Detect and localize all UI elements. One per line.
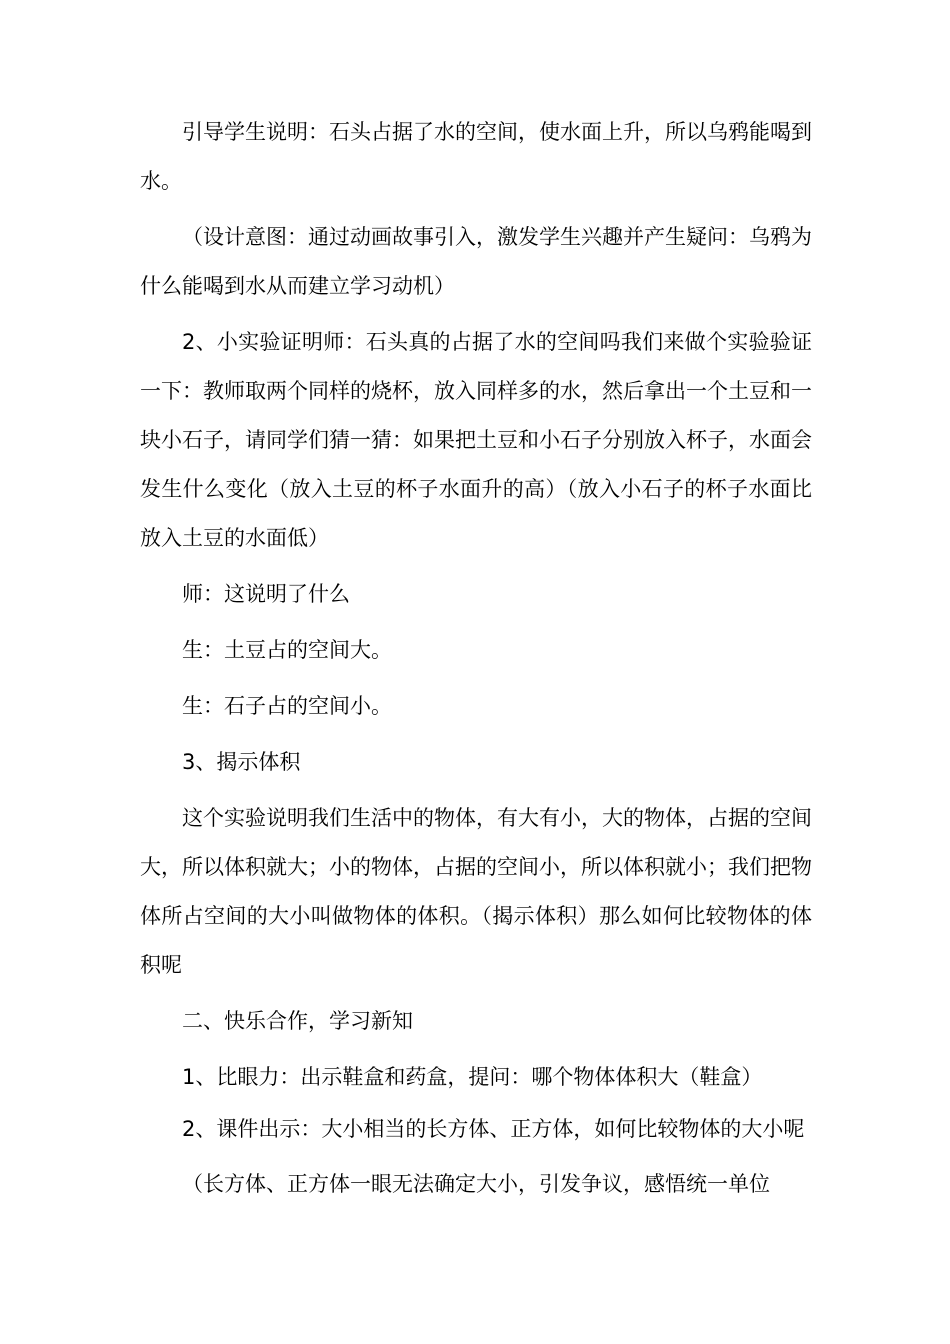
paragraph-unit-note: （长方体、正方体一眼无法确定大小，引发争议，感悟统一单位 — [182, 1172, 770, 1196]
paragraph-student-answer-2: 生：石子占的空间小。 — [182, 694, 392, 718]
paragraph-volume-definition: 这个实验说明我们生活中的物体，有大有小，大的物体，占据的空间大，所以体积就大；小的物体，占据的空间小，所以体积就小；我们把物体所占空间的大小叫做物体的体积。（揭示体积）那么如何比较物体的体积呢 — [140, 806, 812, 977]
paragraph-compare-eyesight: 1、比眼力：出示鞋盒和药盒，提问：哪个物体体积大（鞋盒） — [182, 1065, 763, 1089]
heading-reveal-volume: 3、揭示体积 — [182, 750, 301, 774]
paragraph-experiment: 2、小实验证明师：石头真的占据了水的空间吗我们来做个实验验证一下：教师取两个同样的烧杯，放入同样多的水，然后拿出一个土豆和一块小石子，请同学们猜一猜：如果把土豆和小石子分别放入杯子，水面会发生什么变化（放入土豆的杯子水面升的高）（放入小石子的杯子水面比放入土豆的水面低） — [140, 330, 812, 550]
paragraph-student-answer-1: 生：土豆占的空间大。 — [182, 638, 392, 662]
document-body — [140, 108, 812, 1216]
paragraph-courseware: 2、课件出示：大小相当的长方体、正方体，如何比较物体的大小呢 — [182, 1117, 805, 1141]
paragraph-explanation: 引导学生说明：石头占据了水的空间，使水面上升，所以乌鸦能喝到水。 — [140, 120, 812, 193]
heading-section-two: 二、快乐合作，学习新知 — [182, 1009, 413, 1033]
paragraph-teacher-question: 师：这说明了什么 — [182, 582, 350, 606]
paragraph-design-intent: （设计意图：通过动画故事引入，激发学生兴趣并产生疑问：乌鸦为什么能喝到水从而建立学习动机） — [140, 225, 812, 298]
